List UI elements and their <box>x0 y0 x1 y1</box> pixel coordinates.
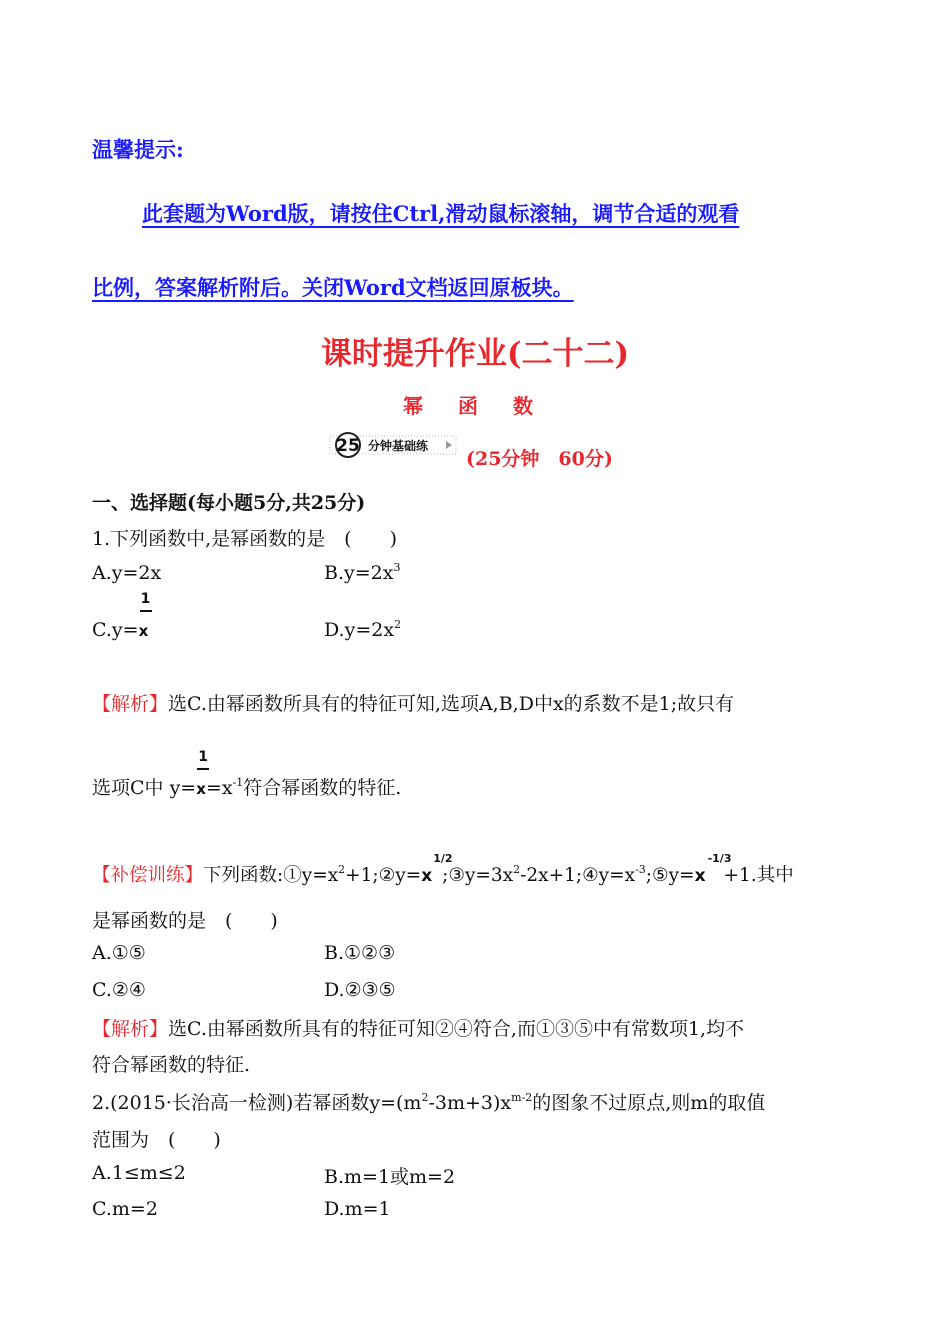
supp-option-b: B.①②③ <box>324 942 396 964</box>
q2-option-b: B.m=1或m=2 <box>324 1166 456 1188</box>
supp-tag: 【补偿训练】 <box>92 865 204 886</box>
supp-stem-line-1: 【补偿训练】下列函数$:①y=x^2+1;②y=x$ 1/2 $;③y=3x^2-2x+1;④y=x^{-3};⑤y=x$ -1/3 +1.其中 <box>92 852 794 886</box>
q1-analysis-line-2: 选项C中 y= $\frac{1}{x}=x^{-1}$符合幂函数的特征. <box>92 749 402 799</box>
fraction: $\frac{1}{x}$ <box>196 749 208 798</box>
analysis-tag: 【解析】 <box>92 1018 169 1040</box>
badge-text: 分钟基础练 <box>368 439 429 453</box>
practice-badge <box>328 432 460 458</box>
q1-option-b: $B.y=2x^3$ <box>324 561 401 584</box>
supp-option-a: A.①⑤ <box>92 942 146 964</box>
q1-option-a: A.y=2x <box>92 562 162 584</box>
page-title: 课时提升作业(二十二) <box>320 336 630 372</box>
q2-stem-line-1: 2.(2015·长治高一检测)若幂函数$y=(m^2-3m+3)x^{m-2}$的图象不过原点,则m的取值 <box>92 1091 766 1114</box>
badge-number: 25 <box>336 436 360 456</box>
q1-option-c: C.y= $\frac{1}{x}$ <box>92 591 151 641</box>
q2-stem-line-2: 范围为 ( ) <box>92 1129 221 1151</box>
q2-option-d: D.m=1 <box>324 1198 391 1220</box>
q1-analysis-line-1: 【解析】选C.由幂函数所具有的特征可知,选项A,B,D中x的系数不是1;故只有 <box>92 693 735 715</box>
q1-option-d: $D.y=2x^2$ <box>324 618 402 641</box>
section-heading: 一、选择题(每小题5分,共25分) <box>92 492 366 514</box>
tip-title: 温馨提示: <box>92 137 184 162</box>
badge-graphic <box>328 432 460 458</box>
analysis-tag: 【解析】 <box>92 693 169 715</box>
supp-option-c: C.②④ <box>92 979 146 1001</box>
x-power-neg-third: x -1/3 <box>694 852 732 886</box>
supp-analysis-line-1: 【解析】选C.由幂函数所具有的特征可知②④符合,而①③⑤中有常数项1,均不 <box>92 1018 745 1040</box>
time-limit: (25分钟 60分) <box>466 448 613 470</box>
x-power-half: x 1/2 <box>421 852 453 886</box>
supp-option-d: D.②③⑤ <box>324 979 396 1001</box>
q1-stem: 1.下列函数中,是幂函数的是 ( ) <box>92 528 397 550</box>
supp-stem-line-2: 是幂函数的是 ( ) <box>92 910 278 932</box>
tip-line-1: 此套题为Word版，请按住Ctrl,滑动鼠标滚轴，调节合适的观看 <box>142 201 740 226</box>
page-subtitle: 幂 函 数 <box>403 394 547 418</box>
tip-line-2: 比例，答案解析附后。关闭Word文档返回原板块。 <box>92 275 574 300</box>
q2-option-a: A.1≤m≤2 <box>92 1162 186 1184</box>
q2-option-c: C.m=2 <box>92 1198 158 1220</box>
supp-analysis-line-2: 符合幂函数的特征. <box>92 1054 251 1076</box>
fraction: $\frac{1}{x}$ <box>138 591 151 640</box>
